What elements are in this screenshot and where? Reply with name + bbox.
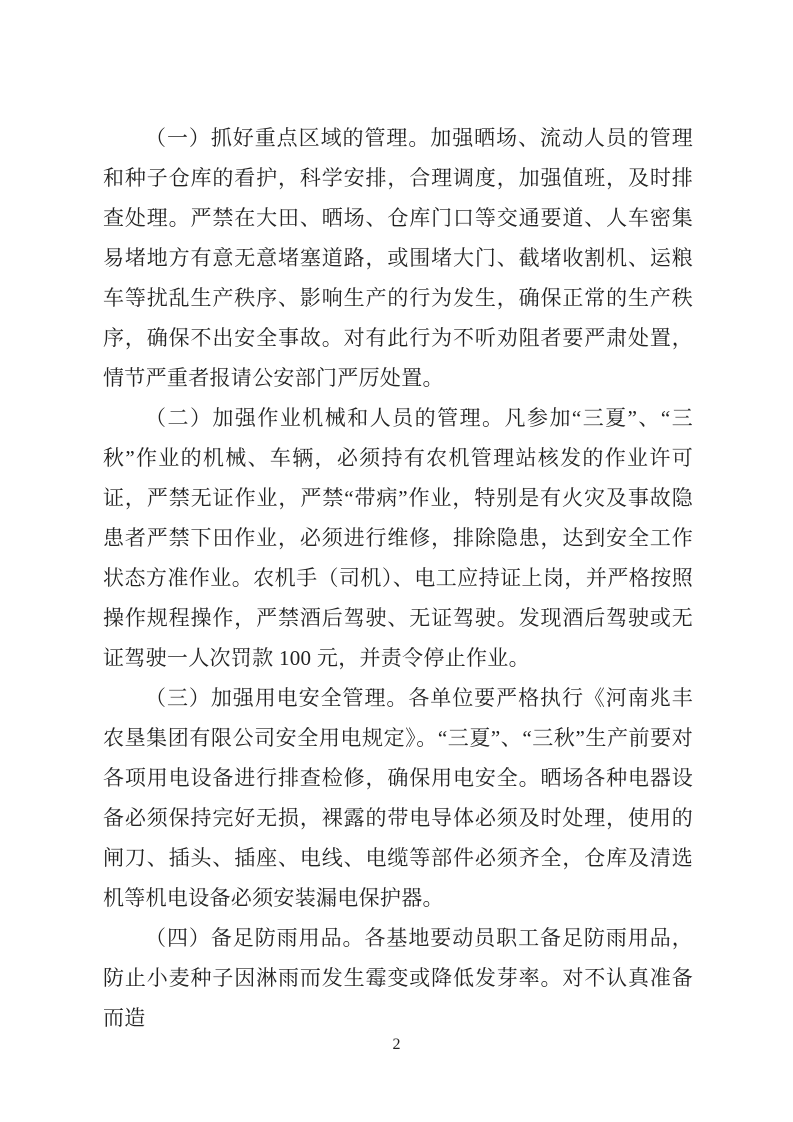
body-paragraph: （二）加强作业机械和人员的管理。凡参加“三夏”、“三秋”作业的机械、车辆，必须持有农机管理站核发的作业许可证，严禁无证作业，严禁“带病”作业，特别是有火灾及事故隐患者严禁下田作业，必须进行维修，排除隐患，达到安全工作状态方准作业。农机手（司机）、电工应持证上岗，并严格按照操作规程操作，严禁酒后驾驶、无证驾驶。发现酒后驾驶或无证驾驶一人次罚款 100 元，并责令停止作业。 [103,406,693,670]
document-body [103,118,693,1038]
body-paragraph: （一）抓好重点区域的管理。加强晒场、流动人员的管理和种子仓库的看护，科学安排，合理调度，加强值班，及时排查处理。严禁在大田、晒场、仓库门口等交通要道、人车密集易堵地方有意无意堵塞道路，或围堵大门、截堵收割机、运粮车等扰乱生产秩序、影响生产的行为发生，确保正常的生产秩序，确保不出安全事故。对有此行为不听劝阻者要严肃处置，情节严重者报请公安部门严厉处置。 [103,126,693,390]
page-number: 2 [392,1036,401,1053]
body-paragraph: （三）加强用电安全管理。各单位要严格执行《河南兆丰农垦集团有限公司安全用电规定》。“三夏”、“三秋”生产前要对各项用电设备进行排查检修，确保用电安全。晒场各种电器设备必须保持完好无损，裸露的带电导体必须及时处理，使用的闸刀、插头、插座、电线、电缆等部件必须齐全，仓库及清选机等机电设备必须安装漏电保护器。 [103,686,693,910]
body-paragraph: （四）备足防雨用品。各基地要动员职工备足防雨用品，防止小麦种子因淋雨而发生霉变或降低发芽率。对不认真准备而造 [103,926,693,1030]
